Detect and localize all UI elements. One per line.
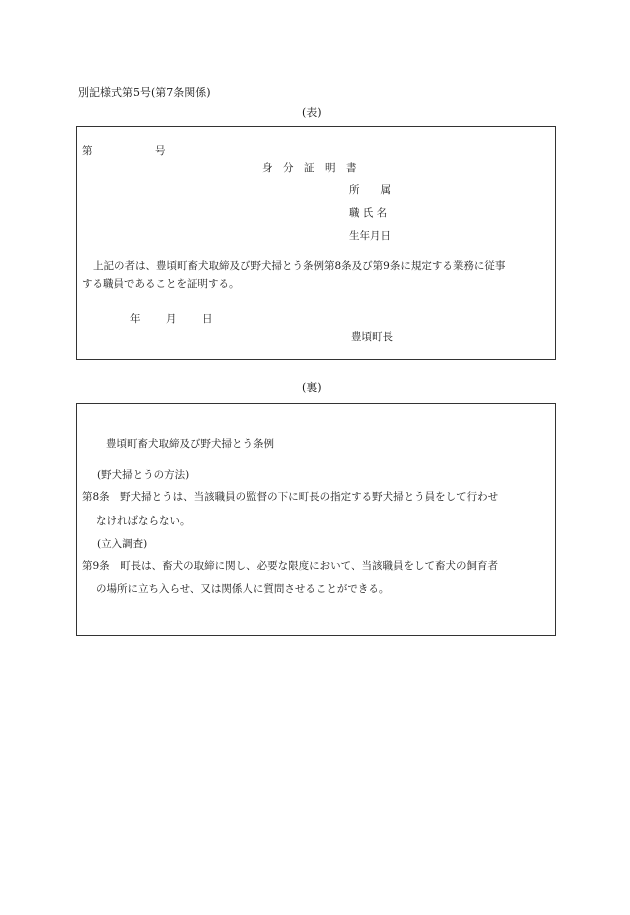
article8-line1: 第8条 野犬掃とうは、当該職員の監督の下に町長の指定する野犬掃とう員をして行わせ (82, 491, 499, 503)
back-label: (裏) (302, 381, 322, 394)
date-day: 日 (202, 313, 213, 325)
front-label: (表) (302, 106, 322, 119)
number-suffix: 号 (155, 145, 166, 157)
article9-line2: の場所に立ち入らせ、又は関係人に質問させることができる。 (96, 583, 390, 595)
article8-caption: (野犬掃とうの方法) (97, 469, 190, 481)
field-position-name: 職 氏 名 (349, 207, 388, 219)
statement-line1: 上記の者は、豊頃町畜犬取締及び野犬掃とう条例第8条及び第9条に規定する業務に従事 (93, 260, 506, 272)
field-affiliation: 所 属 (349, 184, 391, 196)
ordinance-title: 豊頃町畜犬取締及び野犬掃とう条例 (106, 438, 274, 450)
number-prefix: 第 (82, 145, 93, 157)
field-birthdate: 生年月日 (349, 230, 391, 242)
date-month: 月 (166, 313, 177, 325)
statement-line2: する職員であることを証明する。 (82, 278, 240, 290)
date-year: 年 (130, 313, 141, 325)
issuer: 豊頃町長 (351, 331, 393, 343)
certificate-title: 身 分 証 明 書 (262, 162, 357, 174)
article8-line2: なければならない。 (96, 515, 191, 527)
article9-line1: 第9条 町長は、畜犬の取締に関し、必要な限度において、当該職員をして畜犬の飼育者 (82, 560, 498, 572)
form-title: 別記様式第5号(第7条関係) (78, 86, 211, 99)
article9-caption: (立入調査) (97, 538, 148, 550)
